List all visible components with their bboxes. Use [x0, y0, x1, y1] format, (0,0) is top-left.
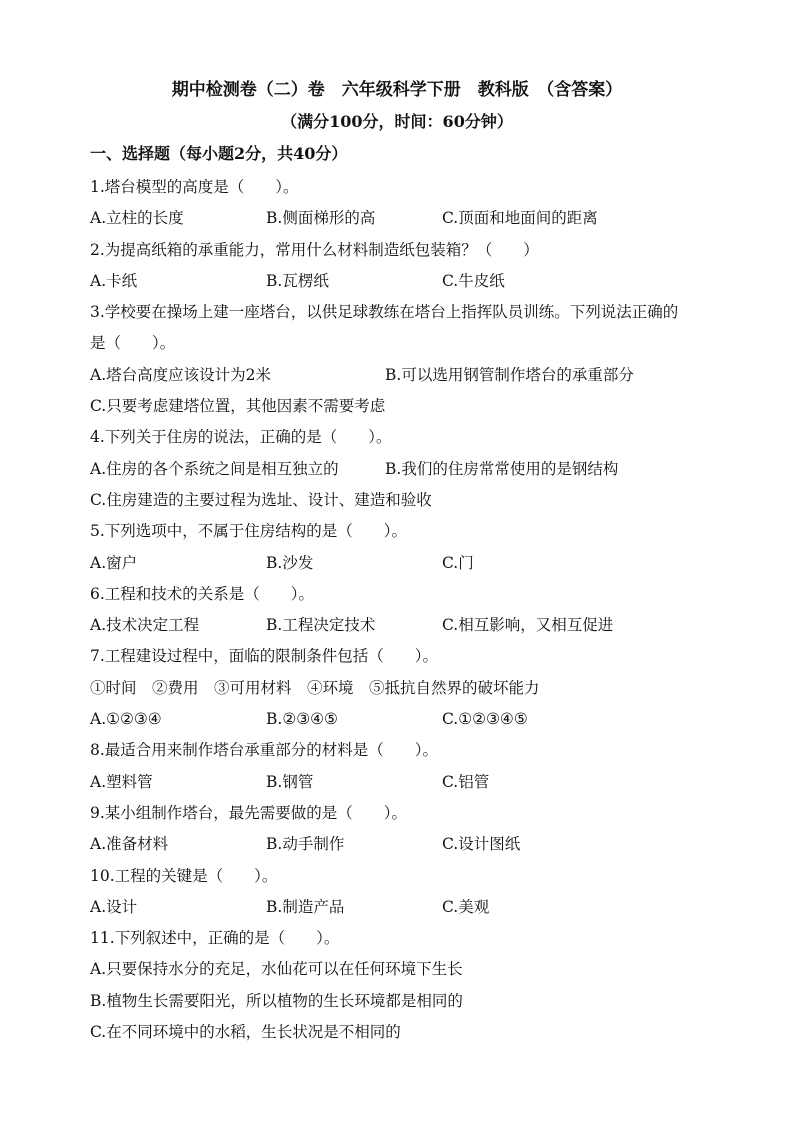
option-c: C.顶面和地面间的距离: [442, 209, 598, 228]
option-c: C.美观: [442, 897, 490, 916]
question-7-stem: 7.工程建设过程中，面临的限制条件包括（ ）。: [90, 647, 439, 666]
option-c: C.牛皮纸: [442, 271, 505, 290]
question-9-options: [90, 830, 710, 861]
question-1-stem: 1.塔台模型的高度是（ ）。: [90, 178, 299, 196]
question-6-options: [90, 611, 710, 642]
question-4-stem: 4.下列关于住房的说法，正确的是（ ）。: [90, 428, 392, 447]
option-a: A.窗户: [90, 553, 138, 572]
question-7-options: [90, 705, 710, 736]
option-a: A.立柱的长度: [90, 209, 184, 228]
question-10-options: [90, 893, 710, 924]
option-a: A.住房的各个系统之间是相互独立的: [90, 459, 339, 478]
option-a: A.卡纸: [90, 271, 138, 290]
question-5-stem: 5.下列选项中，不属于住房结构的是（ ）。: [90, 522, 408, 541]
option-b: B.②③④⑤: [266, 710, 338, 729]
option-b: B.瓦楞纸: [266, 271, 329, 290]
option-b: B.我们的住房常常使用的是钢结构: [385, 459, 619, 478]
question-11-option-c: C.在不同环境中的水稻，生长状况是不相同的: [90, 1023, 401, 1042]
question-11-stem: 11.下列叙述中，正确的是（ ）。: [90, 929, 340, 948]
question-2-options: [90, 267, 710, 298]
question-8-stem: 8.最适合用来制作塔台承重部分的材料是（ ）。: [90, 741, 439, 760]
option-b: B.动手制作: [266, 835, 345, 854]
option-b: B.制造产品: [266, 897, 345, 916]
option-c: C.铝管: [442, 772, 490, 791]
section-heading: 一、选择题（每小题2分，共40分）: [90, 144, 348, 163]
question-3-option-c: C.只要考虑建塔位置，其他因素不需要考虑: [90, 397, 386, 416]
page-subtitle: （满分100分，时间：60分钟）: [281, 112, 513, 131]
question-1-options: [90, 204, 710, 235]
option-b: B.侧面梯形的高: [266, 209, 376, 228]
option-b: B.钢管: [266, 772, 314, 791]
question-11-option-b: B.植物生长需要阳光，所以植物的生长环境都是相同的: [90, 991, 463, 1010]
option-b: B.沙发: [266, 553, 314, 572]
question-list: [90, 173, 710, 1049]
option-c: C.门: [442, 553, 474, 572]
question-3-stem: 3.学校要在操场上建一座塔台，以供足球教练在塔台上指挥队员训练。下列说法正确的: [90, 303, 679, 322]
option-c: C.设计图纸: [442, 835, 521, 854]
option-a: A.塑料管: [90, 772, 153, 791]
question-11-option-a: A.只要保持水分的充足，水仙花可以在任何环境下生长: [90, 960, 463, 979]
question-3-stem-continued: 是（ ）。: [90, 334, 176, 353]
option-a: A.①②③④: [90, 710, 162, 729]
question-6-stem: 6.工程和技术的关系是（ ）。: [90, 584, 315, 603]
question-5-options: [90, 549, 710, 580]
question-7-items: ①时间 ②费用 ③可用材料 ④环境 ⑤抵抗自然界的破坏能力: [90, 678, 540, 697]
option-c: C.①②③④⑤: [442, 710, 528, 729]
question-9-stem: 9.某小组制作塔台，最先需要做的是（ ）。: [90, 803, 408, 822]
question-3-options: [90, 361, 710, 392]
option-b: B.可以选用钢管制作塔台的承重部分: [385, 365, 634, 384]
question-4-options: [90, 455, 710, 486]
option-b: B.工程决定技术: [266, 616, 376, 635]
question-10-stem: 10.工程的关键是（ ）。: [90, 866, 278, 885]
option-a: A.准备材料: [90, 835, 169, 854]
question-4-option-c: C.住房建造的主要过程为选址、设计、建造和验收: [90, 490, 432, 509]
page-title: 期中检测卷（二）卷 六年级科学下册 教科版 （含答案）: [171, 80, 623, 100]
option-c: C.相互影响，又相互促进: [442, 616, 614, 635]
option-a: A.技术决定工程: [90, 616, 200, 635]
option-a: A.塔台高度应该设计为2米: [90, 365, 271, 384]
option-a: A.设计: [90, 897, 138, 916]
question-2-stem: 2.为提高纸箱的承重能力，常用什么材料制造纸包装箱？（ ）: [90, 240, 539, 259]
question-8-options: [90, 768, 710, 799]
